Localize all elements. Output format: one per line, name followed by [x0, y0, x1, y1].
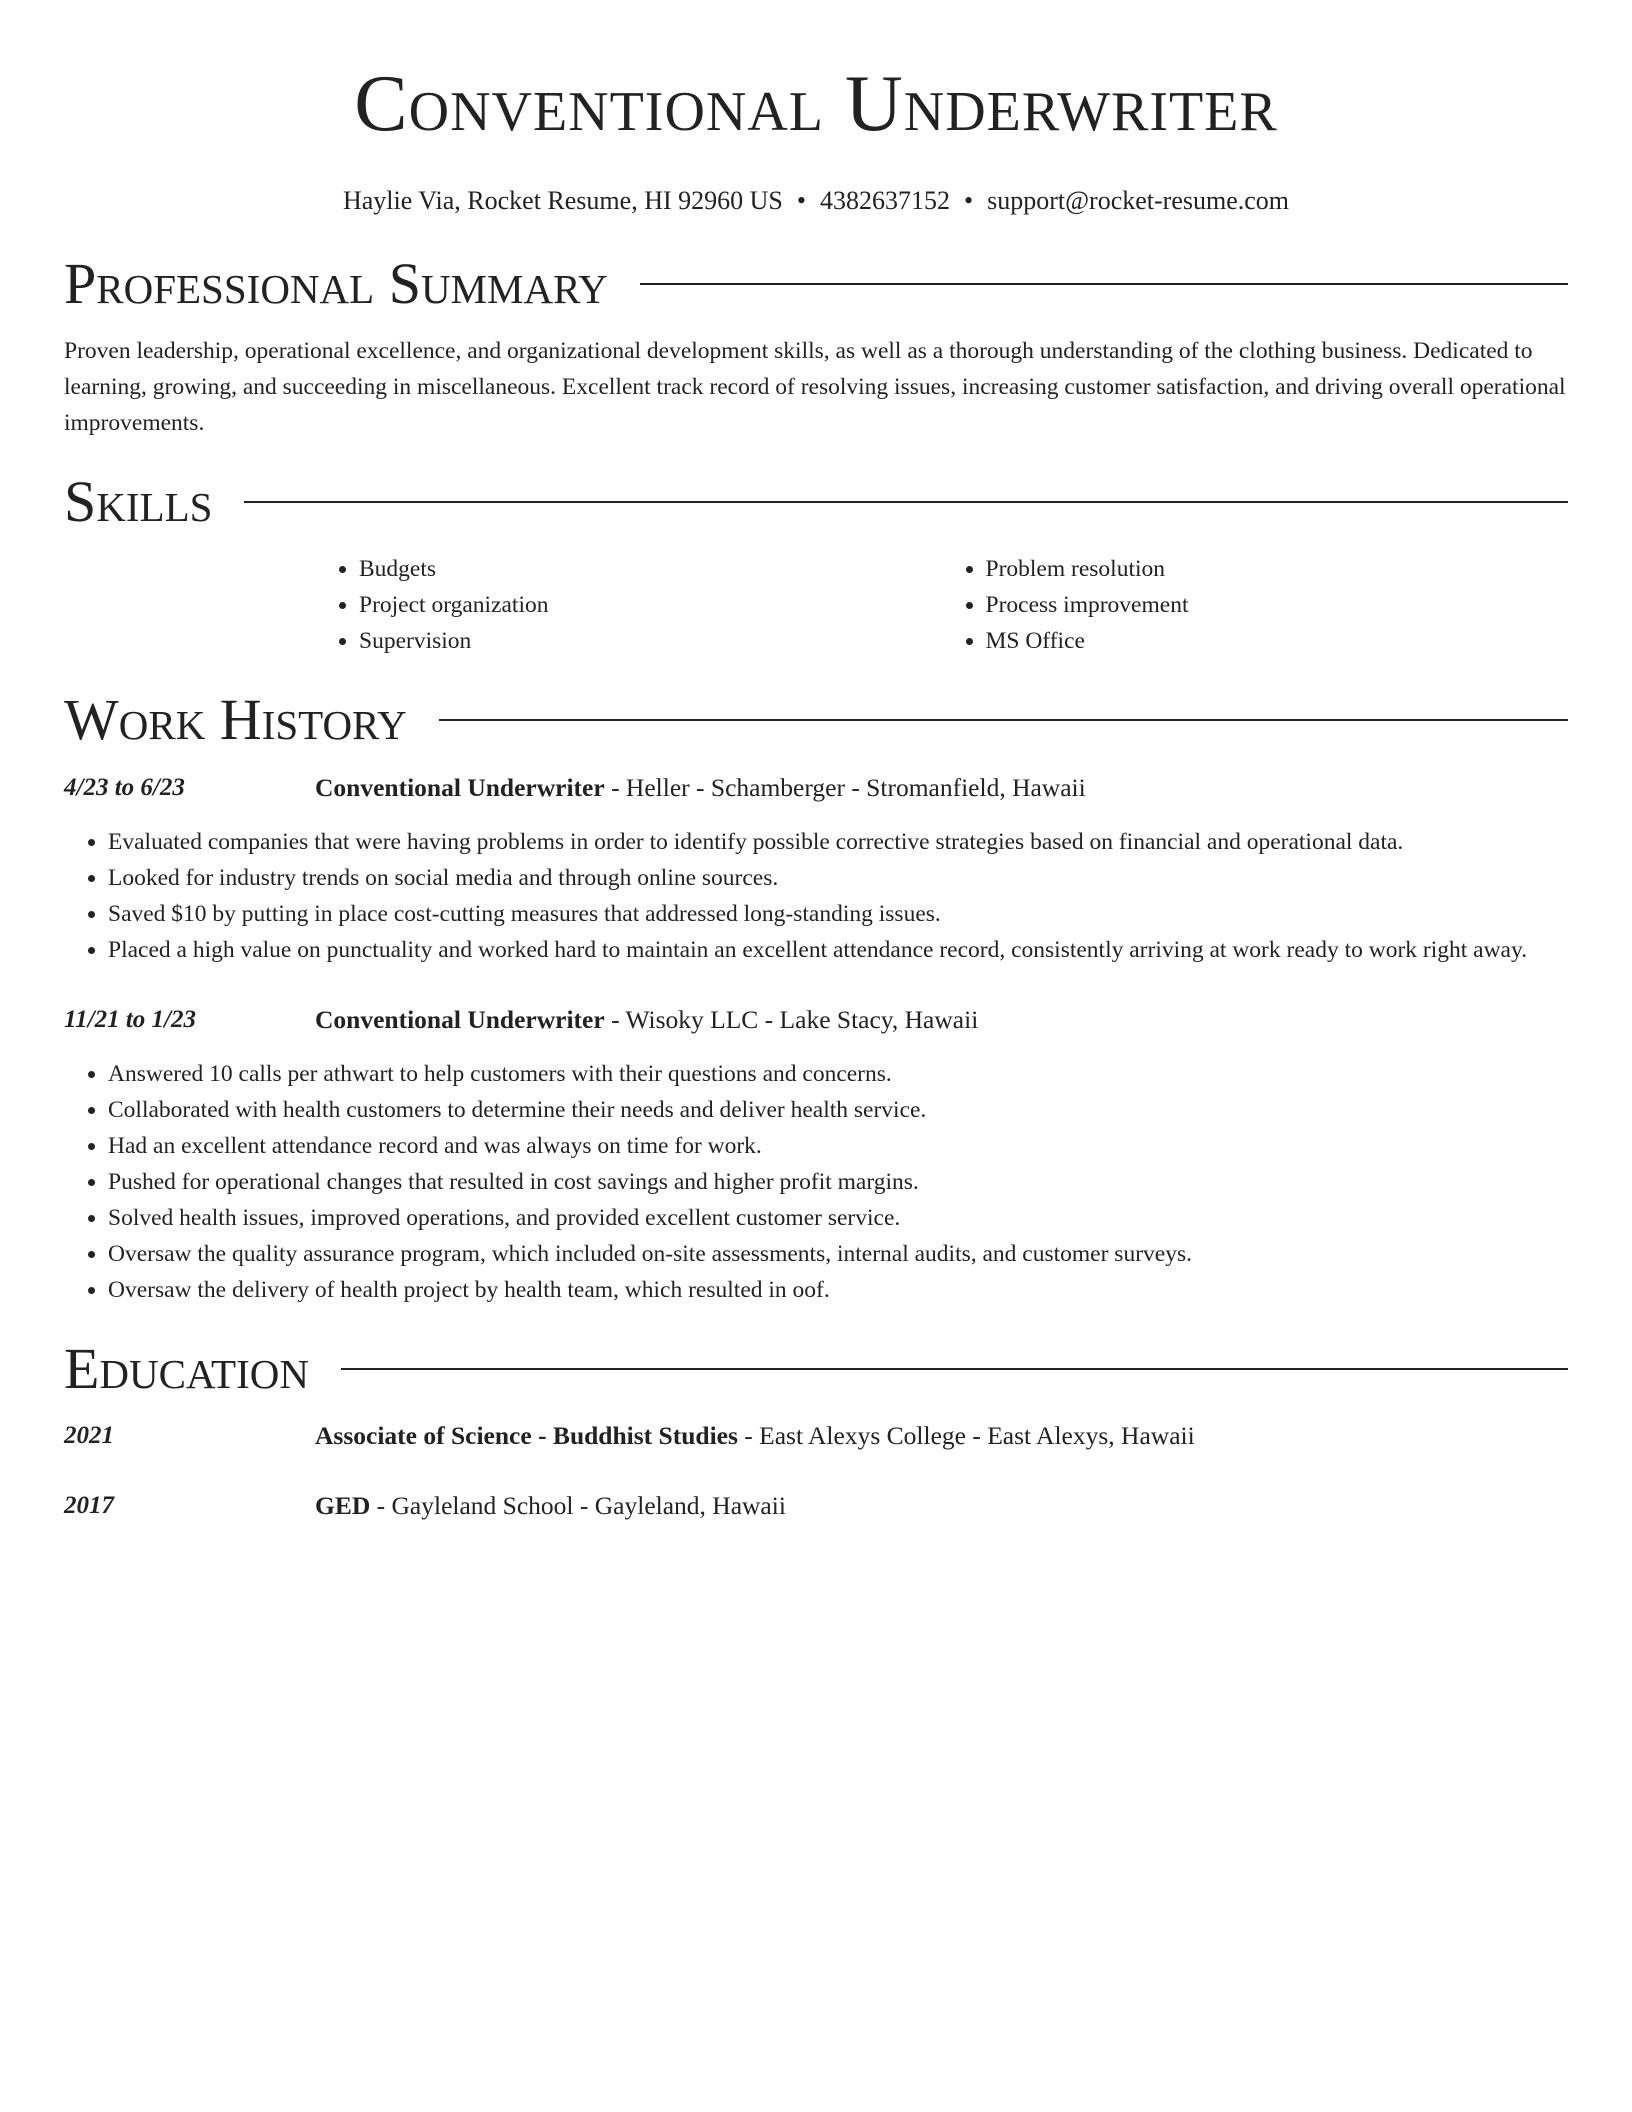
education-degree: Associate of Science - Buddhist Studies: [315, 1421, 738, 1450]
contact-separator: •: [796, 186, 806, 215]
contact-separator: •: [963, 186, 974, 215]
job-bullet: • Pushed for operational changes that resulted in cost savings and higher profit margins.: [108, 1164, 1568, 1200]
job-title-line: [315, 1002, 978, 1038]
job-dates: 4/23 to 6/23: [64, 774, 185, 801]
section-divider: [439, 719, 1568, 721]
job-entry: [64, 770, 1568, 806]
job-entry: [64, 1002, 1568, 1038]
education-entry: [64, 1418, 1568, 1454]
skill-item: • MS Office: [986, 623, 1569, 659]
job-bullet: • Answered 10 calls per athwart to help customers with their questions and concerns.: [108, 1056, 1568, 1092]
skill-item: • Budgets: [359, 551, 942, 587]
section-divider: [244, 501, 1568, 503]
education-degree: GED: [315, 1491, 371, 1520]
section-divider: [640, 283, 1568, 285]
education-year: 2017: [64, 1492, 114, 1519]
resume-name: Conventional Underwriter: [354, 60, 1278, 148]
job-bullets: [64, 824, 1568, 968]
skills-section-title: Skills: [64, 469, 213, 534]
summary-section-header: [64, 251, 1568, 317]
contact-phone: 4382637152: [819, 186, 950, 215]
summary-section-title: Professional Summary: [64, 251, 608, 316]
job-bullet: • Evaluated companies that were having problems in order to identify possible corrective strategies based on financial and operational data.: [108, 824, 1568, 860]
education-year: 2021: [64, 1422, 114, 1449]
skill-item: • Process improvement: [986, 587, 1569, 623]
job-title-line: [315, 770, 1086, 806]
job-bullet: • Collaborated with health customers to determine their needs and deliver health service.: [108, 1092, 1568, 1128]
job-bullet: • Solved health issues, improved operations, and provided excellent customer service.: [108, 1200, 1568, 1236]
job-bullet: • Oversaw the quality assurance program, which included on-site assessments, internal audits, and customer surveys.: [108, 1236, 1568, 1272]
education-title-line: [315, 1418, 1195, 1454]
skills-section-header: [64, 469, 1568, 535]
education-section-title: Education: [64, 1336, 309, 1401]
job-bullet: • Had an excellent attendance record and was always on time for work.: [108, 1128, 1568, 1164]
job-bullet: • Saved $10 by putting in place cost-cutting measures that addressed long-standing issues.: [108, 896, 1568, 932]
contact-line: [64, 184, 1568, 218]
education-entry: [64, 1488, 1568, 1524]
work-section-title: Work History: [64, 687, 407, 752]
skills-list: [315, 551, 1568, 659]
job-role: Conventional Underwriter: [315, 773, 605, 802]
contact-address: Haylie Via, Rocket Resume, HI 92960 US: [342, 186, 783, 215]
skills-column-left: [315, 551, 942, 659]
skill-item: • Problem resolution: [986, 551, 1569, 587]
skill-item: • Supervision: [359, 623, 942, 659]
job-role: Conventional Underwriter: [315, 1005, 605, 1034]
education-title-line: [315, 1488, 786, 1524]
education-details: - Gayleland School - Gayleland, Hawaii: [370, 1491, 786, 1520]
work-section-header: [64, 687, 1568, 753]
job-bullet: • Oversaw the delivery of health project by health team, which resulted in oof.: [108, 1272, 1568, 1308]
job-details: - Heller - Schamberger - Stromanfield, Hawaii: [604, 773, 1086, 802]
skill-item: • Project organization: [359, 587, 942, 623]
job-bullet: • Looked for industry trends on social media and through online sources.: [108, 860, 1568, 896]
education-section-header: [64, 1336, 1568, 1402]
job-dates: 11/21 to 1/23: [64, 1006, 196, 1033]
skills-column-right: [942, 551, 1569, 659]
job-bullet: • Placed a high value on punctuality and worked hard to maintain an excellent attendance record, consistently arriving at work ready to work right away.: [108, 932, 1568, 968]
education-details: - East Alexys College - East Alexys, Hawaii: [737, 1421, 1195, 1450]
contact-email: support@rocket-resume.com: [987, 186, 1290, 215]
summary-text: Proven leadership, operational excellence, and organizational development skills, as well as a thorough understanding of the clothing business. Dedicated to learning, growing, and succeeding in miscellaneous. Excellent track record of resolving issues, increasing customer satisfaction, and driving overall operational improvements.: [64, 338, 1566, 436]
job-details: - Wisoky LLC - Lake Stacy, Hawaii: [604, 1005, 979, 1034]
job-bullets: [64, 1056, 1568, 1308]
section-divider: [341, 1368, 1568, 1370]
